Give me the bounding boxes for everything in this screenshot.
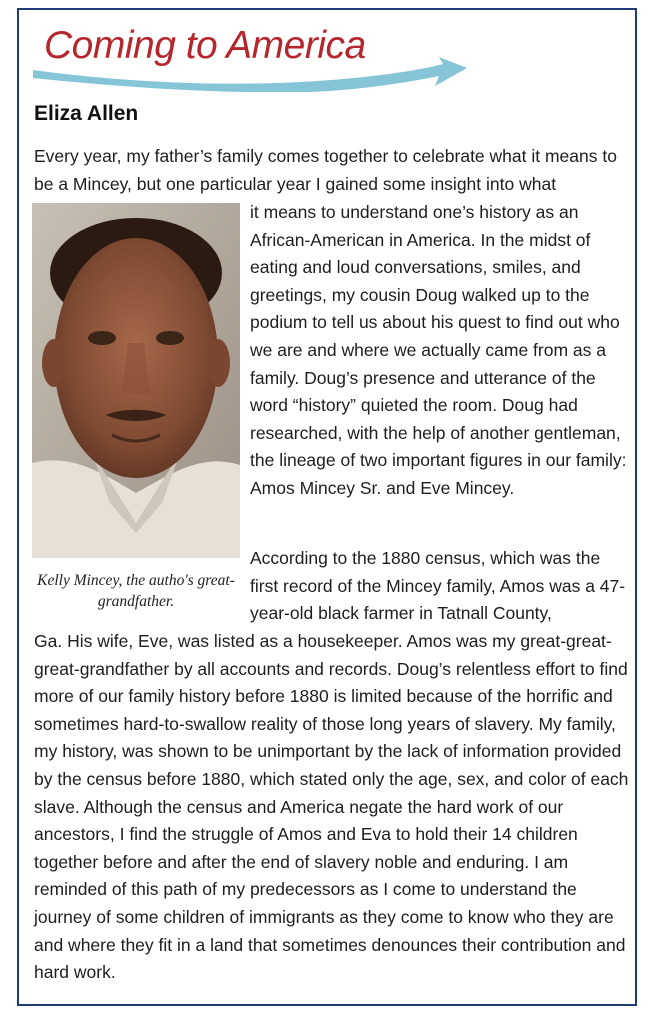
intro-wrap-text: it means to understand one’s history as an African-American in America. In the midst of eating and loud conversations, smiles, and greetings, my cousin Doug walked up to the podium to tell us about his quest to find out who we are and where we actually came from as a family. Doug’s presence and utterance of the word “history” quieted the room. Doug had researched, with the help of another gentleman, the lineage of two important figures in our family: Amos Mincey Sr. and Eve Mincey.	[250, 202, 627, 498]
census-paragraph-rest	[34, 628, 630, 987]
author-name: Eliza Allen	[34, 102, 139, 125]
portrait-image	[32, 203, 240, 558]
census-full-text: Ga. His wife, Eve, was listed as a housekeeper. Amos was my great-great-great-grandfather by all accounts and records. Doug’s relentless effort to find more of our family history before 1880 is limited because of the horrific and sometimes hard-to-swallow reality of those long years of slavery. My family, my history, was shown to be unimportant by the lack of information provided by the census before 1880, which stated only the age, sex, and color of each slave. Although the census and America negate the hard work of our ancestors, I find the struggle of Amos and Eva to hold their 14 children together before and after the end of slavery noble and enduring. I am reminded of this path of my predecessors as I come to understand the journey of some children of immigrants as they come to know who they are and where they fit in a land that sometimes denounces their contribution and hard work.	[34, 631, 629, 983]
article-box	[17, 8, 637, 1006]
census-wrap-text: According to the 1880 census, which was the first record of the Mincey family, Amos was a 47-year-old black farmer in Tatnall County,	[250, 548, 626, 624]
photo-caption: Kelly Mincey, the autho's great-grandfather.	[37, 572, 235, 610]
intro-text: Every year, my father’s family comes together to celebrate what it means to be a Mincey, but one particular year I gained some insight into what	[34, 146, 617, 194]
title-banner	[31, 18, 471, 92]
intro-paragraph-start	[34, 143, 628, 198]
portrait-photo	[32, 203, 240, 558]
page-title: Coming to America	[44, 24, 366, 67]
intro-paragraph-wrap	[250, 199, 630, 503]
census-paragraph-start	[250, 545, 630, 628]
